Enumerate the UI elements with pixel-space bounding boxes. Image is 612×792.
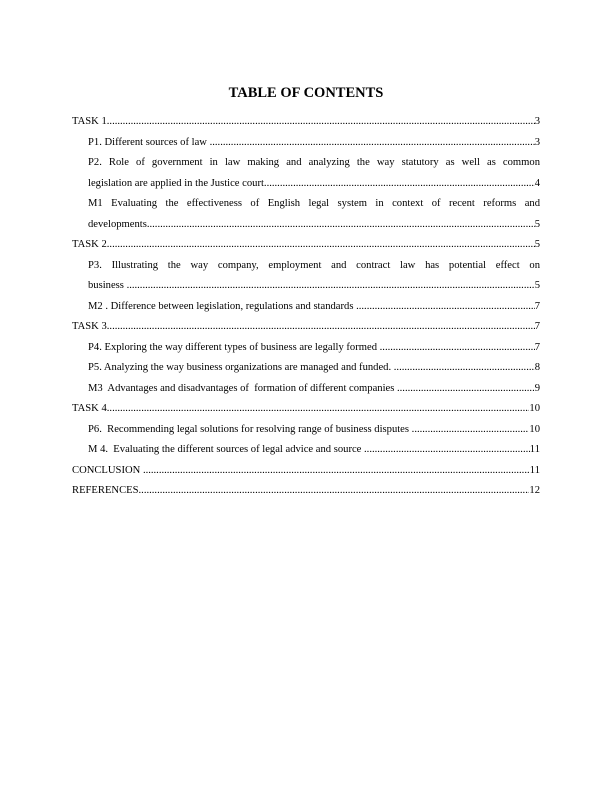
toc-page-number: 11	[529, 464, 540, 476]
toc-entry-p2[interactable]	[72, 153, 540, 194]
toc-entry-task-2[interactable]	[72, 235, 540, 256]
toc-entry-m3[interactable]	[72, 379, 540, 400]
toc-entry-p3[interactable]	[72, 256, 540, 297]
toc-page-number: 3	[534, 116, 540, 127]
toc-page-number: 5	[534, 280, 540, 291]
toc-entry-p1[interactable]	[72, 133, 540, 154]
toc-entry-text: business	[88, 280, 127, 291]
dot-leader	[107, 112, 535, 133]
toc-entry-m2[interactable]	[72, 297, 540, 318]
dot-leader	[267, 174, 535, 195]
dot-leader	[150, 215, 535, 236]
toc-entry-text: legislation are applied in the Justice court.	[88, 177, 267, 189]
toc-page-number: 7	[534, 321, 540, 332]
toc-page-number: 10	[529, 423, 540, 435]
dot-leader	[107, 399, 530, 420]
toc-entry-first-line: P3. Illustrating the way company, employment and contract law has potential effect on	[88, 259, 540, 271]
toc-entry-text: P4. Exploring the way different types of business are legally formed	[88, 341, 380, 353]
toc-entry-m4[interactable]	[72, 440, 540, 461]
toc-page-number: 5	[534, 218, 540, 230]
dot-leader	[139, 481, 530, 502]
toc-entry-p5[interactable]	[72, 358, 540, 379]
dot-leader	[143, 461, 530, 482]
toc-entry-text: CONCLUSION	[72, 464, 143, 476]
toc-entry-text: M3 Advantages and disadvantages of formation of different companies	[88, 382, 397, 394]
toc-entry-p6[interactable]	[72, 420, 540, 441]
toc-entry-text: developments.	[88, 218, 150, 230]
toc-entry-task-4[interactable]	[72, 399, 540, 420]
toc-entry-text: M 4. Evaluating the different sources of legal advice and source	[88, 444, 365, 455]
toc-entry-text: P1. Different sources of law	[88, 136, 210, 148]
dot-leader	[107, 317, 535, 338]
toc-page-number: 9	[534, 382, 540, 394]
dot-leader	[107, 235, 535, 256]
dot-leader	[356, 297, 535, 318]
toc-entry-text: M2 . Difference between legislation, regulations and standards	[88, 300, 357, 312]
page-title: TABLE OF CONTENTS	[228, 85, 384, 101]
toc-entry-text: TASK 3	[72, 321, 107, 332]
toc-page-number: 10	[529, 403, 540, 414]
dot-leader	[380, 338, 535, 359]
dot-leader	[127, 276, 535, 297]
toc-entry-task-1[interactable]	[72, 112, 540, 133]
toc-page-number: 5	[534, 239, 540, 250]
toc-page-number: 7	[534, 300, 540, 312]
toc-entry-first-line: P2. Role of government in law making and analyzing the way statutory as well as common	[88, 157, 540, 168]
toc-entry-conclusion[interactable]	[72, 461, 540, 482]
toc-page-number: 11	[529, 444, 540, 455]
toc-entry-text: REFERENCES	[72, 485, 139, 496]
toc-entry-text: TASK 4	[72, 403, 107, 414]
dot-leader	[364, 440, 530, 461]
toc-page-number: 8	[534, 362, 540, 373]
toc-page-number: 7	[534, 341, 540, 353]
dot-leader	[394, 358, 535, 379]
toc-entry-text: TASK 1	[72, 116, 107, 127]
toc-page-number: 3	[534, 136, 540, 148]
dot-leader	[210, 133, 535, 154]
toc-entry-references[interactable]	[72, 481, 540, 502]
toc-entry-text: P5. Analyzing the way business organizations are managed and funded.	[88, 362, 394, 373]
toc-page-number: 12	[529, 485, 540, 496]
table-of-contents	[72, 112, 540, 502]
toc-entry-p4[interactable]	[72, 338, 540, 359]
toc-page-number: 4	[534, 177, 540, 189]
toc-entry-text: P6. Recommending legal solutions for resolving range of business disputes	[88, 423, 412, 435]
toc-entry-m1[interactable]	[72, 194, 540, 235]
dot-leader	[412, 420, 530, 441]
toc-entry-task-3[interactable]	[72, 317, 540, 338]
dot-leader	[397, 379, 535, 400]
toc-entry-first-line: M1 Evaluating the effectiveness of English legal system in context of recent reforms and	[88, 198, 540, 209]
toc-entry-text: TASK 2	[72, 239, 107, 250]
